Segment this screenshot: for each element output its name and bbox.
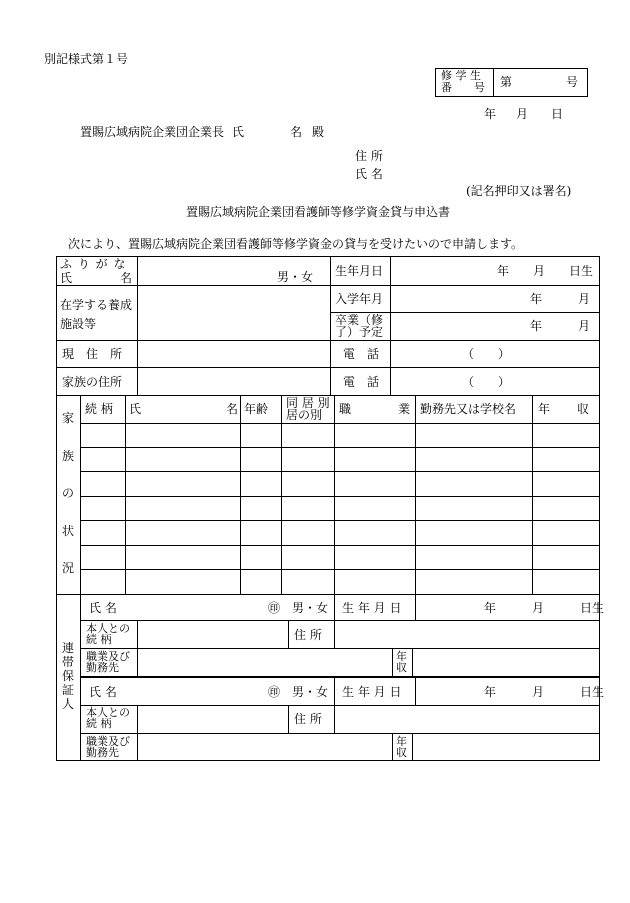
seal-note: (記名押印又は署名) xyxy=(466,184,572,198)
family-header-age: 年齢 xyxy=(244,402,269,416)
applicant-name-label: 氏 名 xyxy=(355,167,383,181)
family-header-job-l: 職 xyxy=(339,402,352,416)
family-header-job-r: 業 xyxy=(398,402,411,416)
guarantor2-birth-value[interactable]: 年 月 日生 xyxy=(484,685,605,699)
family-side-label: 家 族 の 状 況 xyxy=(61,411,74,575)
guarantor1-birth-value[interactable]: 年 月 日生 xyxy=(484,601,605,615)
guarantor2-name-label: 氏 名 xyxy=(89,685,117,699)
phone-label-1: 電 話 xyxy=(343,347,380,361)
phone-value-1[interactable]: （ ） xyxy=(462,347,511,361)
school-label: 在学する養成施設等 xyxy=(60,298,133,331)
addressee-mei: 名 xyxy=(290,125,303,139)
guarantor2-gender[interactable]: 男・女 xyxy=(292,685,329,699)
guarantor2-job-label: 職業及び 勤務先 xyxy=(86,735,130,759)
phone-value-2[interactable]: （ ） xyxy=(462,375,511,389)
guarantor1-job-label: 職業及び 勤務先 xyxy=(86,650,130,674)
family-header-income-r: 収 xyxy=(577,402,590,416)
family-header-name-l: 氏 xyxy=(129,402,142,416)
date-year: 年 xyxy=(484,107,497,121)
guarantor2-seal-icon: ㊞ xyxy=(268,685,281,699)
family-address-label: 家族の住所 xyxy=(62,375,123,389)
graduation-label: 卒業（修 了）予定 xyxy=(335,313,384,339)
admission-label: 入学年月 xyxy=(335,292,384,306)
intro-text: 次により、置賜広域病院企業団看護師等修学資金の貸与を受けたいので申請します。 xyxy=(68,237,524,251)
guarantor2-income-label: 年 収 xyxy=(396,735,407,759)
admission-value[interactable]: 年 月 xyxy=(530,292,591,306)
birth-date-label: 生年月日 xyxy=(335,264,384,278)
current-address-label: 現 住 所 xyxy=(62,347,123,361)
guarantor1-birth-label: 生 年 月 日 xyxy=(342,601,402,615)
family-header-relation: 続 柄 xyxy=(85,402,113,416)
family-header-name-r: 名 xyxy=(226,402,239,416)
graduation-value[interactable]: 年 月 xyxy=(530,319,591,333)
student-number-dai: 第 xyxy=(500,75,513,89)
guarantor1-income-label: 年 収 xyxy=(396,650,407,674)
guarantor2-birth-label: 生 年 月 日 xyxy=(342,685,402,699)
applicant-address-label: 住 所 xyxy=(355,149,383,163)
addressee-shi: 氏 xyxy=(232,125,245,139)
phone-label-2: 電 話 xyxy=(343,375,380,389)
guarantor-side-label: 連 帯 保 証 人 xyxy=(61,641,74,711)
family-header-income-l: 年 xyxy=(538,402,551,416)
guarantor1-name-label: 氏 名 xyxy=(89,601,117,615)
gender-option[interactable]: 男・女 xyxy=(277,270,314,284)
addressee-dono: 殿 xyxy=(312,125,325,139)
form-number: 別記様式第１号 xyxy=(44,52,129,66)
guarantor1-seal-icon: ㊞ xyxy=(268,601,281,615)
document-title: 置賜広域病院企業団看護師等修学資金貸与申込書 xyxy=(186,205,451,219)
birth-date-value[interactable]: 年 月 日生 xyxy=(497,264,594,278)
student-number-go: 号 xyxy=(566,75,579,89)
guarantor1-relation-label: 本人との 続 柄 xyxy=(86,622,130,646)
family-header-cohabitation: 同 居 別 居の別 xyxy=(286,396,330,422)
guarantor2-address-label: 住 所 xyxy=(294,712,322,726)
addressee-org: 置賜広域病院企業団企業長 xyxy=(80,125,225,139)
guarantor2-relation-label: 本人との 続 柄 xyxy=(86,706,130,730)
student-number-label: 修 学 生 番 号 xyxy=(441,69,485,94)
family-header-workplace: 勤務先又は学校名 xyxy=(420,402,517,416)
guarantor1-address-label: 住 所 xyxy=(294,628,322,642)
date-month: 月 xyxy=(516,107,529,121)
furigana-label: ふ り が な 氏 名 xyxy=(60,257,133,285)
date-day: 日 xyxy=(551,107,564,121)
guarantor1-gender[interactable]: 男・女 xyxy=(292,601,329,615)
